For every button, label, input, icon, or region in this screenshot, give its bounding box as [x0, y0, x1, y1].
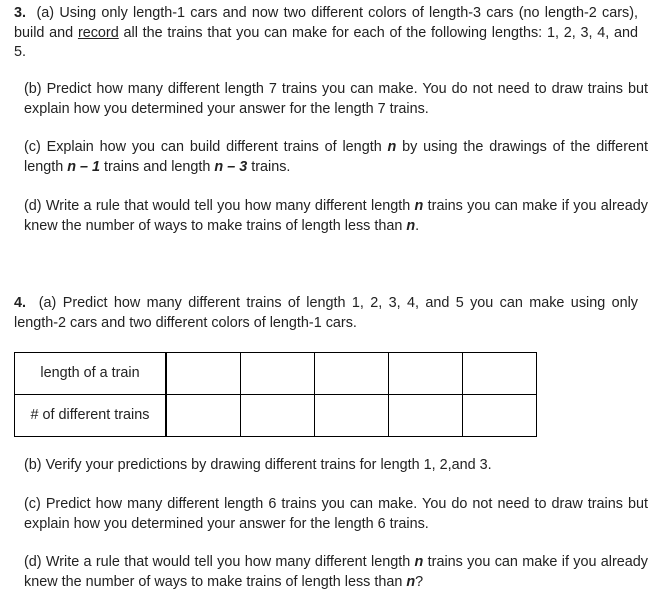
- q3-c-text-2: by using the drawings of the different length: [24, 139, 648, 175]
- q3-part-a: [14, 4, 638, 63]
- table-cell[interactable]: [315, 395, 389, 437]
- q3-c-n-minus-3: n – 3: [214, 158, 248, 175]
- q3-part-d: [14, 197, 648, 236]
- table-cell[interactable]: [315, 353, 389, 395]
- train-count-table: [14, 352, 537, 437]
- record-link: record: [77, 24, 119, 41]
- table-cell[interactable]: [389, 353, 463, 395]
- table-cell[interactable]: [166, 395, 241, 437]
- row-label-count: # of different trains: [15, 395, 167, 437]
- q3-a-text-1: (a) Using only length-1 cars and now two different colors of length-3 cars (no length-2 cars), build and: [14, 5, 638, 41]
- q3-c-n: n: [387, 139, 397, 155]
- q3-d-n-2: n: [406, 217, 416, 234]
- q3-c-n-minus-1: n – 1: [67, 158, 101, 175]
- table-cell[interactable]: [166, 353, 241, 395]
- row-label-length: length of a train: [15, 353, 167, 395]
- table-row: [15, 353, 537, 395]
- table-cell[interactable]: [241, 353, 315, 395]
- q4-d-n-2: n: [406, 573, 416, 590]
- q3-d-text-2: trains you can make if you already knew the number of ways to make trains of length less than: [24, 198, 648, 234]
- table-row: [15, 395, 537, 437]
- q4-part-c: (c) Predict how many different length 6 trains you can make. You do not need to draw trains but explain how you determined your answer for the length 6 trains.: [24, 496, 648, 532]
- table-cell[interactable]: [463, 353, 537, 395]
- q3-d-n: n: [414, 198, 424, 214]
- q4-a-text: (a) Predict how many different trains of length 1, 2, 3, 4, and 5 you can make using only length-2 cars and two different colors of length-1 cars.: [14, 295, 638, 331]
- q3-part-b: (b) Predict how many different length 7 trains you can make. You do not need to draw trains but explain how you determined your answer for the length 7 trains.: [24, 81, 648, 117]
- table-cell[interactable]: [389, 395, 463, 437]
- q4-part-a: [14, 294, 638, 333]
- q4-d-text-2: trains you can make if you already knew the number of ways to make trains of length less than: [24, 554, 648, 590]
- q3-c-text-4: trains.: [247, 158, 291, 175]
- q4-d-text-1: (d) Write a rule that would tell you how many different length: [24, 554, 415, 570]
- q4-part-d: [14, 553, 648, 592]
- q3-d-text-3: .: [415, 217, 420, 234]
- q3-number: 3.: [14, 5, 27, 21]
- q3-part-c: [14, 138, 648, 177]
- q4-number: 4.: [14, 295, 27, 311]
- q4-part-b: (b) Verify your predictions by drawing different trains for length 1, 2,and 3.: [24, 457, 492, 473]
- table-cell[interactable]: [463, 395, 537, 437]
- q3-d-text-1: (d) Write a rule that would tell you how many different length: [24, 198, 415, 214]
- q4-d-text-3: ?: [415, 573, 424, 590]
- table-cell[interactable]: [241, 395, 315, 437]
- q3-a-text-2: all the trains that you can make for each of the following lengths: 1, 2, 3, 4, and 5.: [14, 24, 638, 60]
- q3-c-text-1: (c) Explain how you can build different trains of length: [24, 139, 388, 155]
- q3-c-text-3: trains and length: [100, 158, 215, 175]
- q4-d-n: n: [414, 554, 424, 570]
